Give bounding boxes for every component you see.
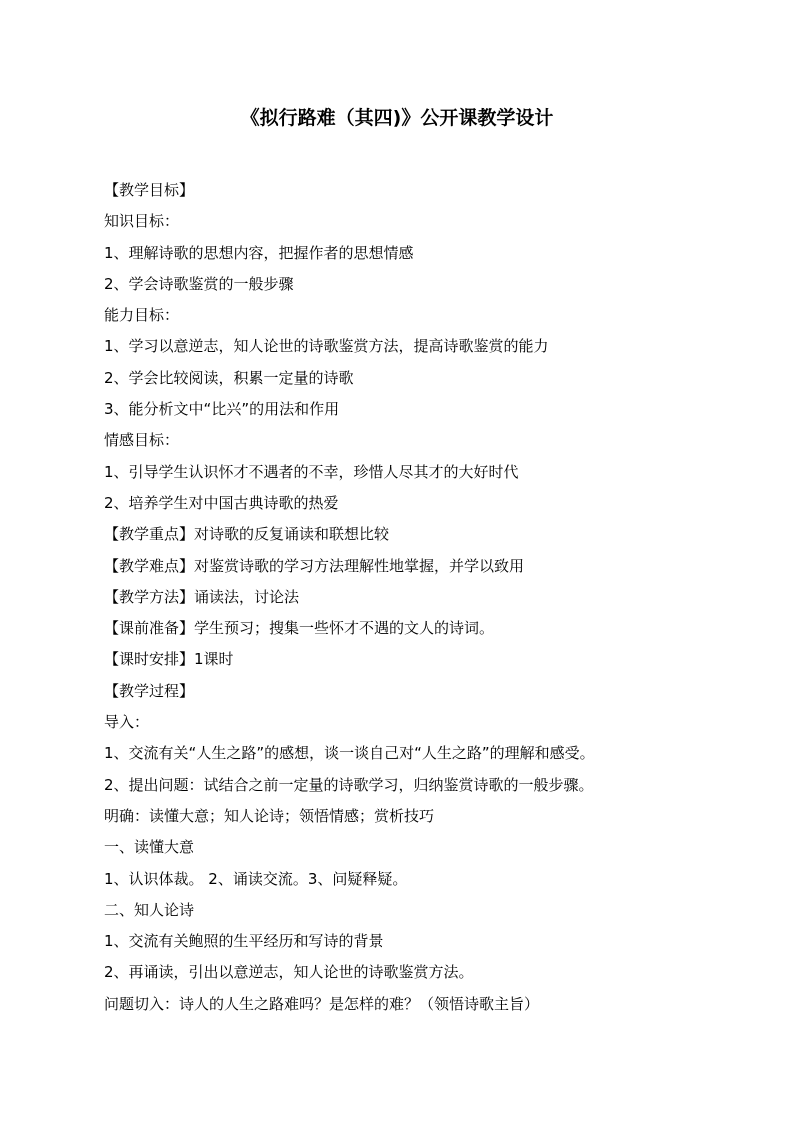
- section-label: 【教学过程】: [104, 681, 195, 700]
- text-line: [104, 394, 724, 425]
- section-label: 【教学方法】: [104, 587, 195, 606]
- text-line: [104, 238, 724, 269]
- text-line: [104, 895, 724, 926]
- line-text: 1课时: [194, 650, 234, 669]
- document-body: [104, 175, 724, 1020]
- section-label: 【课前准备】: [104, 619, 195, 638]
- line-text: 2、学会比较阅读，积累一定量的诗歌: [104, 368, 354, 387]
- line-text: 3、能分析文中“比兴”的用法和作用: [104, 400, 340, 419]
- text-line: [104, 926, 724, 957]
- text-line: [104, 425, 724, 456]
- line-text: 明确：读懂大意；知人论诗；领悟情感；赏析技巧: [104, 806, 435, 825]
- text-line: [104, 488, 724, 519]
- line-text: 对诗歌的反复诵读和联想比较: [194, 525, 390, 544]
- text-line: [104, 269, 724, 300]
- section-label: 【教学重点】: [104, 525, 195, 544]
- line-text: 知识目标：: [104, 212, 180, 231]
- line-text: 1、交流有关“人生之路”的感想，谈一谈自己对“人生之路”的理解和感受。: [104, 744, 595, 763]
- text-line: [104, 801, 724, 832]
- line-text: 学生预习；搜集一些怀才不遇的文人的诗词。: [194, 619, 495, 638]
- line-text: 一、读懂大意: [104, 838, 195, 857]
- text-line: [104, 519, 724, 550]
- line-text: 情感目标：: [104, 431, 180, 450]
- line-text: 对鉴赏诗歌的学习方法理解性地掌握，并学以致用: [194, 556, 525, 575]
- line-text: 1、理解诗歌的思想内容，把握作者的思想情感: [104, 243, 414, 262]
- text-line: [104, 300, 724, 331]
- line-text: 导入：: [104, 713, 150, 732]
- line-text: 2、培养学生对中国古典诗歌的热爱: [104, 493, 339, 512]
- section-label: 【课时安排】: [104, 650, 195, 669]
- text-line: [104, 738, 724, 769]
- line-text: 2、再诵读，引出以意逆志，知人论世的诗歌鉴赏方法。: [104, 963, 474, 982]
- text-line: [104, 206, 724, 237]
- line-text: 2、学会诗歌鉴赏的一般步骤: [104, 274, 294, 293]
- line-text: 1、认识体裁。 2、诵读交流。3、问疑释疑。: [104, 869, 408, 888]
- section-label: 【教学目标】: [104, 181, 195, 199]
- text-line: [104, 175, 724, 206]
- text-line: [104, 331, 724, 362]
- text-line: [104, 707, 724, 738]
- text-line: [104, 644, 724, 675]
- text-line: [104, 770, 724, 801]
- text-line: [104, 613, 724, 644]
- line-text: 诵读法，讨论法: [194, 587, 300, 606]
- text-line: [104, 457, 724, 488]
- text-line: [104, 551, 724, 582]
- line-text: 1、学习以意逆志，知人论世的诗歌鉴赏方法，提高诗歌鉴赏的能力: [104, 337, 549, 356]
- text-line: [104, 676, 724, 707]
- text-line: [104, 363, 724, 394]
- text-line: [104, 582, 724, 613]
- line-text: 能力目标：: [104, 306, 180, 325]
- section-label: 【教学难点】: [104, 556, 195, 575]
- line-text: 1、引导学生认识怀才不遇者的不幸，珍惜人尽其才的大好时代: [104, 462, 519, 481]
- text-line: [104, 832, 724, 863]
- line-text: 二、知人论诗: [104, 900, 195, 919]
- line-text: 1、交流有关鲍照的生平经历和写诗的背景: [104, 932, 384, 951]
- document-title: 《拟行路难（其四)》公开课教学设计: [240, 107, 554, 129]
- text-line: [104, 989, 724, 1020]
- line-text: 2、提出问题：试结合之前一定量的诗歌学习，归纳鉴赏诗歌的一般步骤。: [104, 775, 594, 794]
- text-line: [104, 864, 724, 895]
- line-text: 问题切入：诗人的人生之路难吗？是怎样的难？（领悟诗歌主旨）: [104, 994, 540, 1013]
- text-line: [104, 957, 724, 988]
